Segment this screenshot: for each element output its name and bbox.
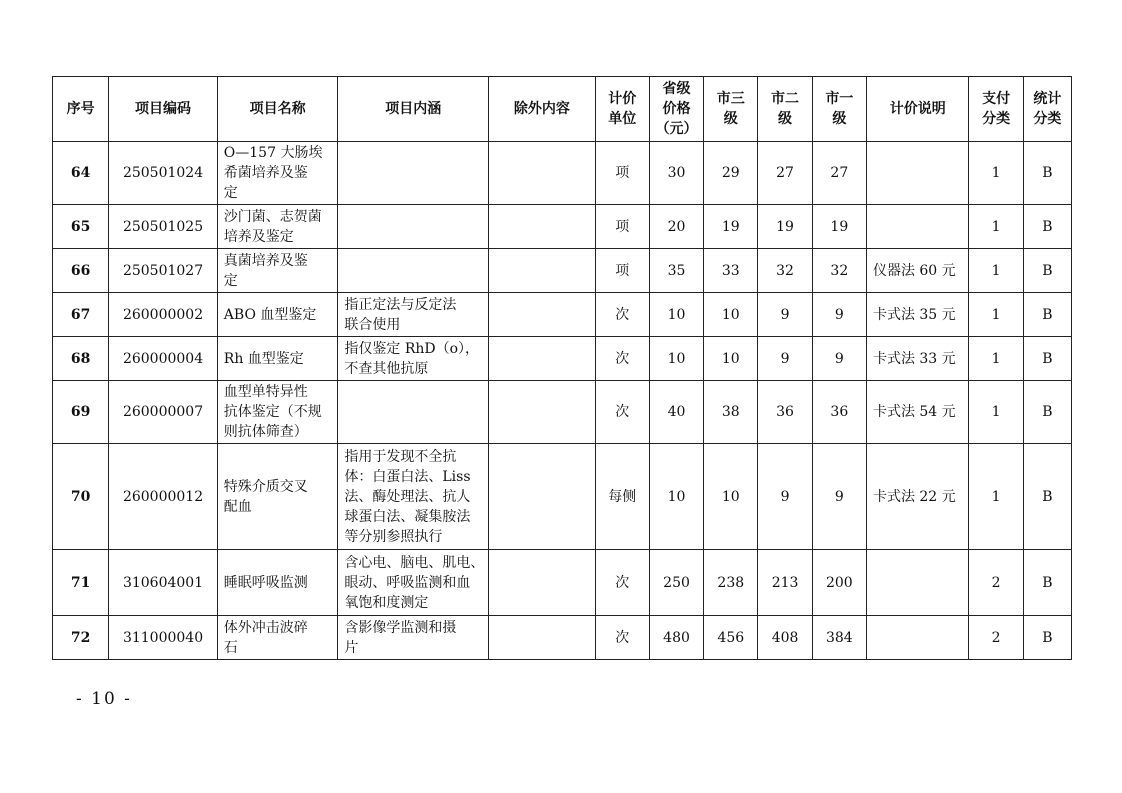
cell-content: 指正定法与反定法 联合使用 [338, 293, 489, 337]
cell-pricing-note [866, 616, 969, 660]
cell-unit: 次 [595, 550, 649, 616]
cell-content [338, 205, 489, 249]
cell-name: ABO 血型鉴定 [217, 293, 338, 337]
cell-city-level-2: 36 [758, 381, 812, 444]
cell-city-level-3: 456 [704, 616, 758, 660]
cell-statistics-category: B [1023, 616, 1071, 660]
cell-pricing-note [866, 205, 969, 249]
price-table [52, 76, 1072, 660]
cell-city-level-2: 408 [758, 616, 812, 660]
cell-provincial-price: 10 [649, 337, 703, 381]
table-row [53, 550, 1072, 616]
cell-name: 睡眠呼吸监测 [217, 550, 338, 616]
cell-city-level-2: 32 [758, 249, 812, 293]
cell-statistics-category: B [1023, 381, 1071, 444]
table-row [53, 337, 1072, 381]
cell-city-level-2: 213 [758, 550, 812, 616]
header-seq: 序号 [53, 77, 109, 142]
cell-excluded [489, 293, 596, 337]
cell-statistics-category: B [1023, 444, 1071, 550]
table-row [53, 293, 1072, 337]
cell-pricing-note: 卡式法 33 元 [866, 337, 969, 381]
header-statistics-category: 统计 分类 [1023, 77, 1071, 142]
cell-seq: 68 [53, 337, 109, 381]
header-unit: 计价 单位 [595, 77, 649, 142]
cell-seq: 72 [53, 616, 109, 660]
table-row [53, 616, 1072, 660]
cell-provincial-price: 20 [649, 205, 703, 249]
cell-code: 260000002 [109, 293, 218, 337]
cell-name: 真菌培养及鉴 定 [217, 249, 338, 293]
cell-code: 260000007 [109, 381, 218, 444]
cell-payment-category: 1 [969, 249, 1023, 293]
cell-payment-category: 1 [969, 293, 1023, 337]
table-body [53, 142, 1072, 660]
cell-provincial-price: 35 [649, 249, 703, 293]
cell-provincial-price: 30 [649, 142, 703, 205]
cell-city-level-2: 27 [758, 142, 812, 205]
cell-statistics-category: B [1023, 249, 1071, 293]
cell-city-level-3: 19 [704, 205, 758, 249]
cell-unit: 次 [595, 381, 649, 444]
cell-payment-category: 1 [969, 205, 1023, 249]
cell-payment-category: 2 [969, 550, 1023, 616]
cell-city-level-1: 9 [812, 444, 866, 550]
cell-payment-category: 1 [969, 381, 1023, 444]
cell-unit: 次 [595, 616, 649, 660]
cell-pricing-note [866, 550, 969, 616]
cell-unit: 项 [595, 205, 649, 249]
cell-city-level-3: 10 [704, 293, 758, 337]
cell-content [338, 381, 489, 444]
table-row [53, 249, 1072, 293]
cell-city-level-1: 9 [812, 337, 866, 381]
cell-content: 含影像学监测和摄 片 [338, 616, 489, 660]
cell-name: Rh 血型鉴定 [217, 337, 338, 381]
cell-statistics-category: B [1023, 550, 1071, 616]
header-code: 项目编码 [109, 77, 218, 142]
cell-provincial-price: 40 [649, 381, 703, 444]
cell-city-level-3: 10 [704, 444, 758, 550]
cell-content [338, 249, 489, 293]
cell-city-level-1: 36 [812, 381, 866, 444]
cell-pricing-note [866, 142, 969, 205]
cell-city-level-3: 33 [704, 249, 758, 293]
cell-city-level-2: 9 [758, 293, 812, 337]
cell-excluded [489, 205, 596, 249]
cell-payment-category: 1 [969, 337, 1023, 381]
cell-city-level-2: 9 [758, 337, 812, 381]
cell-content: 指用于发现不全抗 体：白蛋白法、Liss 法、酶处理法、抗人 球蛋白法、凝集胺法 等分别参照执行 [338, 444, 489, 550]
cell-city-level-3: 238 [704, 550, 758, 616]
cell-payment-category: 1 [969, 444, 1023, 550]
cell-pricing-note: 仪器法 60 元 [866, 249, 969, 293]
cell-unit: 项 [595, 249, 649, 293]
cell-excluded [489, 337, 596, 381]
cell-provincial-price: 250 [649, 550, 703, 616]
cell-excluded [489, 381, 596, 444]
cell-excluded [489, 616, 596, 660]
cell-payment-category: 1 [969, 142, 1023, 205]
cell-seq: 66 [53, 249, 109, 293]
header-excluded: 除外内容 [489, 77, 596, 142]
table-row [53, 381, 1072, 444]
cell-code: 310604001 [109, 550, 218, 616]
cell-provincial-price: 10 [649, 293, 703, 337]
cell-city-level-1: 19 [812, 205, 866, 249]
cell-seq: 64 [53, 142, 109, 205]
cell-city-level-2: 9 [758, 444, 812, 550]
cell-unit: 每侧 [595, 444, 649, 550]
table-row [53, 444, 1072, 550]
cell-statistics-category: B [1023, 337, 1071, 381]
cell-content: 指仅鉴定 RhD（o）， 不查其他抗原 [338, 337, 489, 381]
cell-excluded [489, 142, 596, 205]
header-pricing-note: 计价说明 [866, 77, 969, 142]
table-header-row [53, 77, 1072, 142]
header-city-level-2: 市二 级 [758, 77, 812, 142]
cell-pricing-note: 卡式法 35 元 [866, 293, 969, 337]
cell-unit: 次 [595, 337, 649, 381]
cell-content [338, 142, 489, 205]
cell-statistics-category: B [1023, 205, 1071, 249]
cell-city-level-1: 32 [812, 249, 866, 293]
cell-city-level-3: 29 [704, 142, 758, 205]
cell-city-level-1: 27 [812, 142, 866, 205]
cell-excluded [489, 444, 596, 550]
cell-seq: 71 [53, 550, 109, 616]
cell-name: 沙门菌、志贺菌 培养及鉴定 [217, 205, 338, 249]
cell-seq: 69 [53, 381, 109, 444]
header-provincial-price: 省级 价格 （元） [649, 77, 703, 142]
cell-unit: 次 [595, 293, 649, 337]
cell-pricing-note: 卡式法 22 元 [866, 444, 969, 550]
table-row [53, 142, 1072, 205]
cell-city-level-1: 9 [812, 293, 866, 337]
header-content: 项目内涵 [338, 77, 489, 142]
cell-code: 311000040 [109, 616, 218, 660]
cell-seq: 65 [53, 205, 109, 249]
cell-city-level-3: 38 [704, 381, 758, 444]
cell-statistics-category: B [1023, 293, 1071, 337]
cell-city-level-1: 384 [812, 616, 866, 660]
cell-code: 250501027 [109, 249, 218, 293]
cell-statistics-category: B [1023, 142, 1071, 205]
cell-content: 含心电、脑电、肌电、 眼动、呼吸监测和血 氧饱和度测定 [338, 550, 489, 616]
cell-city-level-1: 200 [812, 550, 866, 616]
table-row [53, 205, 1072, 249]
cell-payment-category: 2 [969, 616, 1023, 660]
cell-city-level-2: 19 [758, 205, 812, 249]
cell-excluded [489, 249, 596, 293]
header-name: 项目名称 [217, 77, 338, 142]
page-number: - 10 - [76, 689, 132, 709]
cell-provincial-price: 10 [649, 444, 703, 550]
header-payment-category: 支付 分类 [969, 77, 1023, 142]
header-city-level-3: 市三 级 [704, 77, 758, 142]
cell-code: 260000004 [109, 337, 218, 381]
header-city-level-1: 市一 级 [812, 77, 866, 142]
cell-code: 260000012 [109, 444, 218, 550]
cell-seq: 70 [53, 444, 109, 550]
cell-name: 血型单特异性 抗体鉴定（不规 则抗体筛查） [217, 381, 338, 444]
cell-seq: 67 [53, 293, 109, 337]
cell-provincial-price: 480 [649, 616, 703, 660]
cell-code: 250501024 [109, 142, 218, 205]
cell-pricing-note: 卡式法 54 元 [866, 381, 969, 444]
cell-unit: 项 [595, 142, 649, 205]
cell-excluded [489, 550, 596, 616]
cell-code: 250501025 [109, 205, 218, 249]
cell-city-level-3: 10 [704, 337, 758, 381]
cell-name: O—157 大肠埃 希菌培养及鉴 定 [217, 142, 338, 205]
cell-name: 特殊介质交叉 配血 [217, 444, 338, 550]
cell-name: 体外冲击波碎 石 [217, 616, 338, 660]
